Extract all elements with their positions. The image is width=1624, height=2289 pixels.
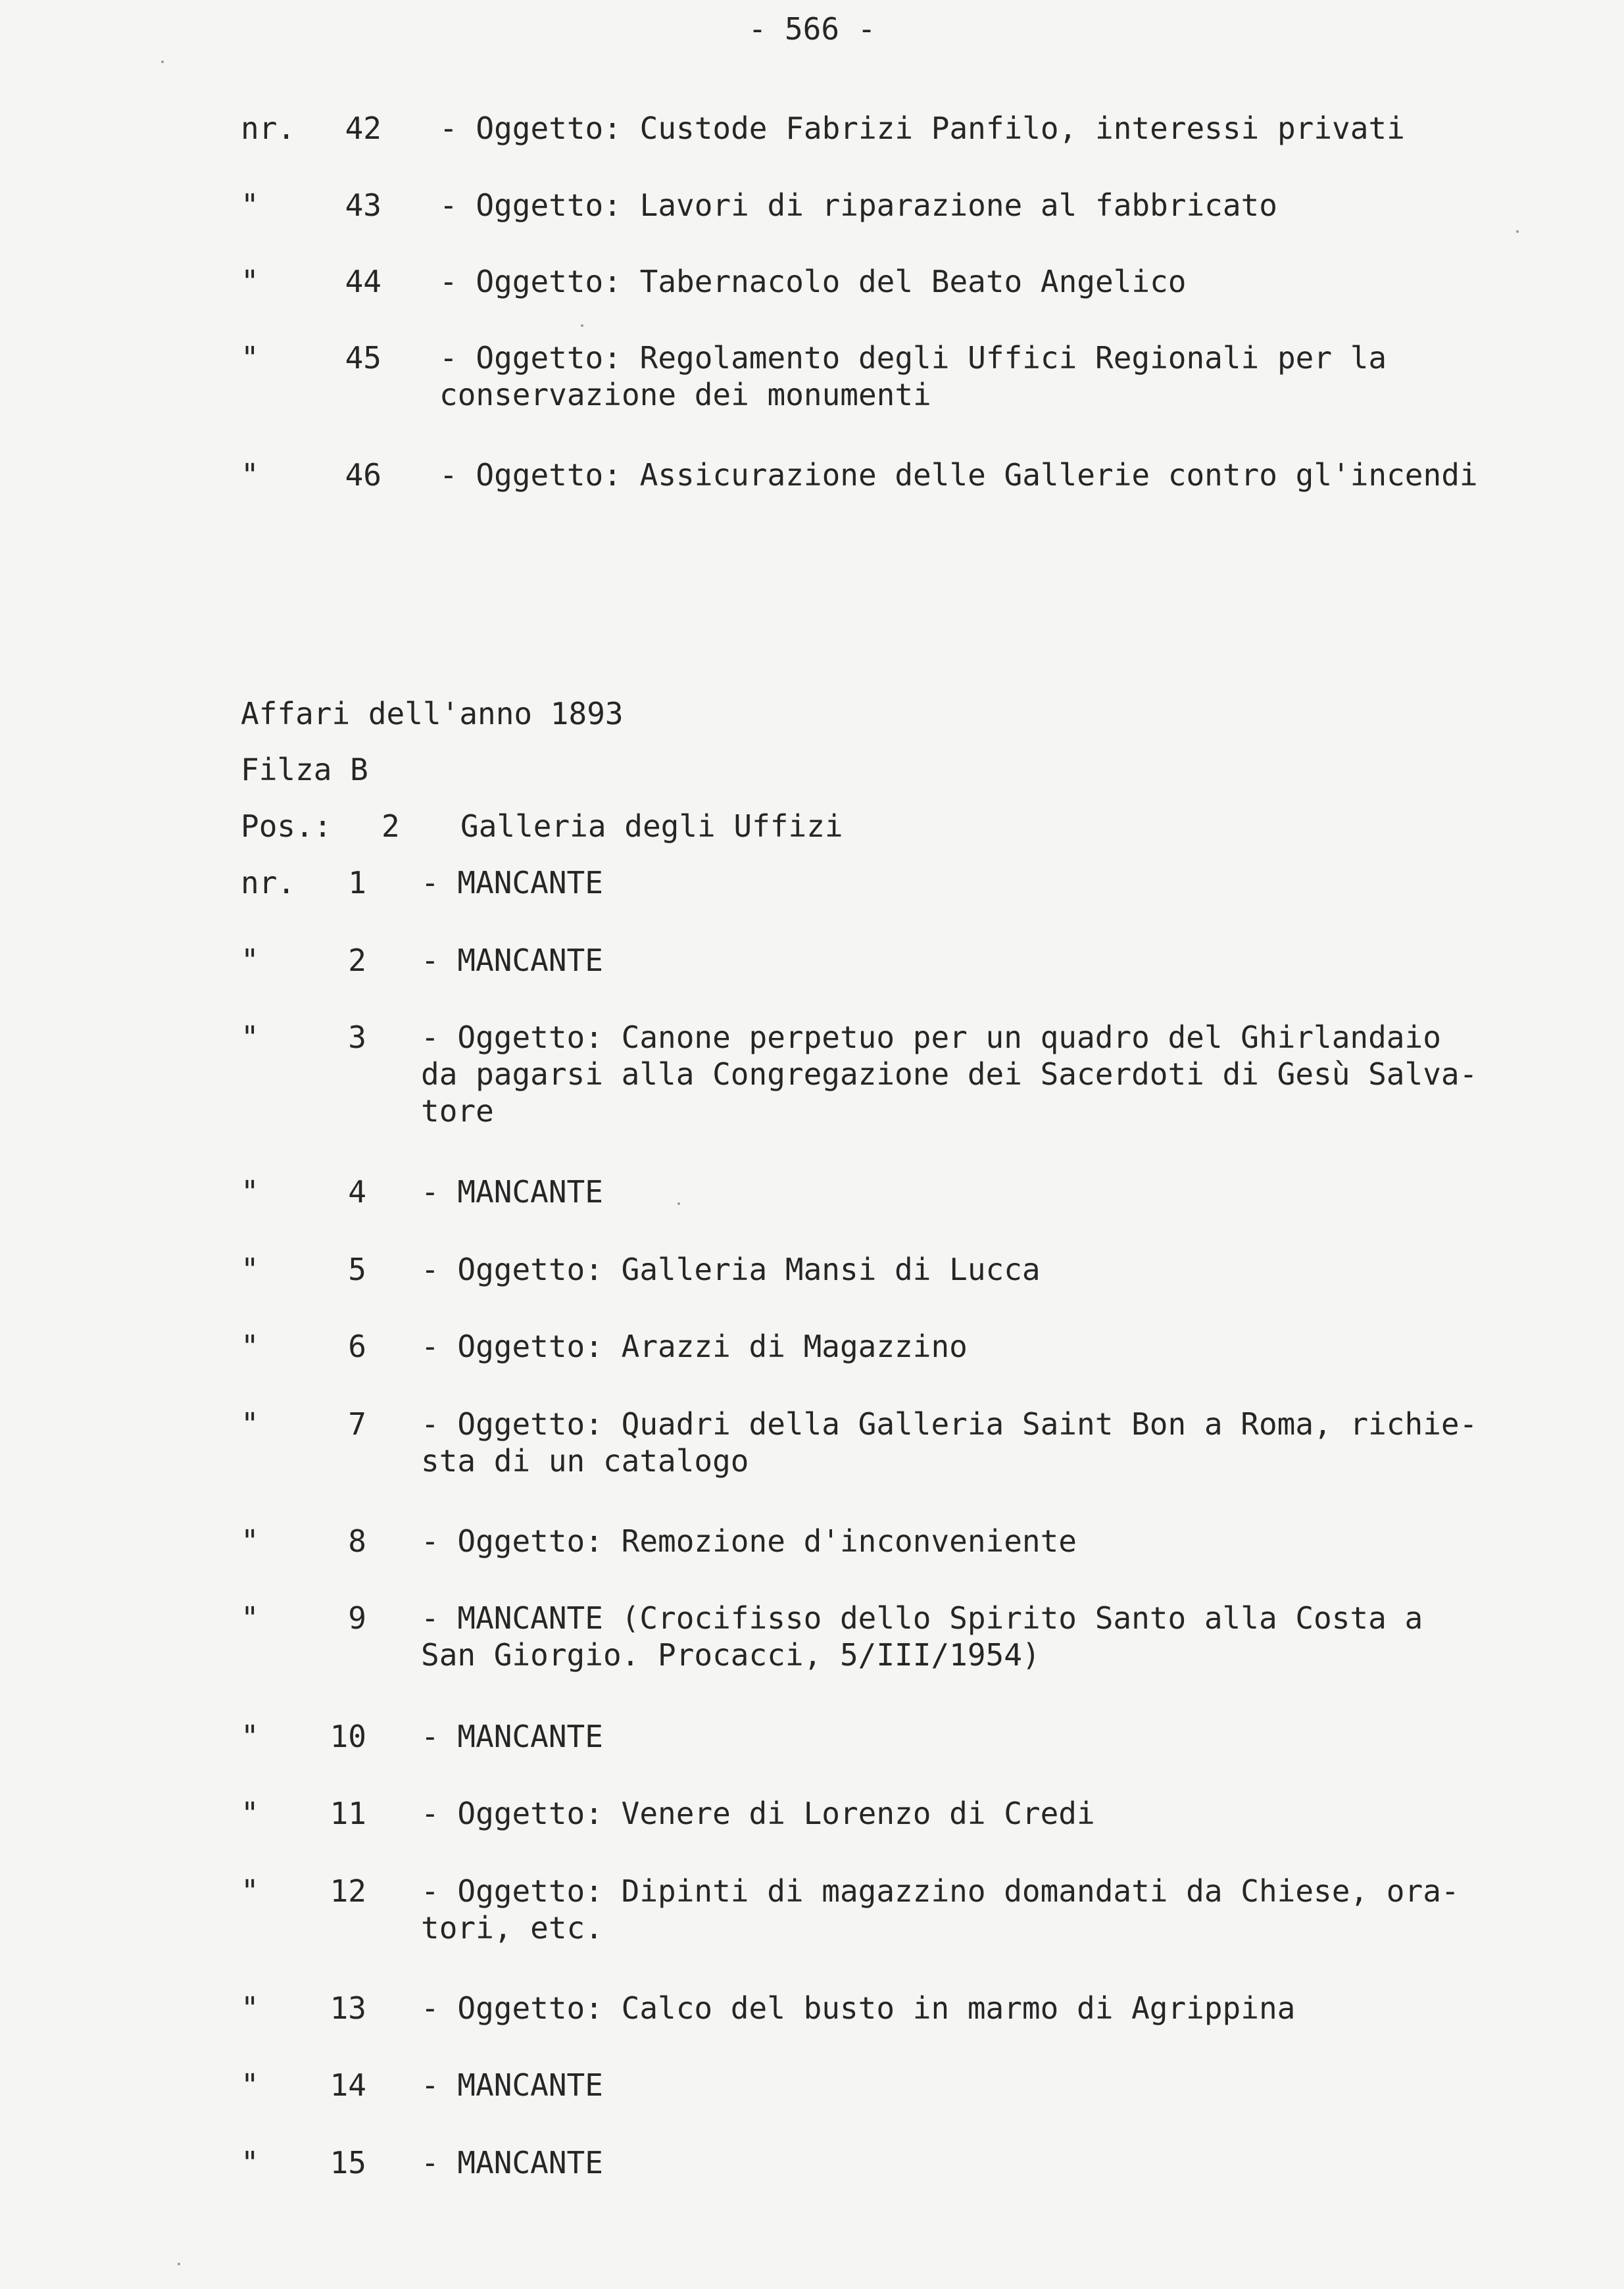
entry-row xyxy=(0,1988,1624,2028)
entry-text: - Oggetto: Quadri della Galleria Saint Bon a Roma, richie- xyxy=(421,1406,1478,1442)
entry-number: 8 xyxy=(348,1523,366,1559)
entry-text: - Oggetto: Custode Fabrizi Panfilo, interessi privati xyxy=(439,111,1405,146)
paper-speck xyxy=(581,324,583,327)
filza-heading: Filza B xyxy=(241,752,368,787)
entry-row xyxy=(0,262,1624,301)
entry-prefix: " xyxy=(241,1406,259,1442)
entry-number: 43 xyxy=(345,187,381,223)
entry-row xyxy=(0,1871,1624,1911)
entry-row xyxy=(0,941,1624,980)
entry-prefix: " xyxy=(241,1990,259,2026)
entry-prefix: " xyxy=(241,2145,259,2180)
entry-number: 2 xyxy=(348,943,366,978)
entry-prefix: " xyxy=(241,1796,259,1831)
paper-speck xyxy=(161,61,164,63)
entry-row xyxy=(0,455,1624,495)
entry-row xyxy=(0,1018,1624,1057)
entry-number: 10 xyxy=(330,1719,366,1754)
entry-row xyxy=(0,1172,1624,1212)
entry-number: 3 xyxy=(348,1020,366,1055)
entry-number: 4 xyxy=(348,1174,366,1210)
entry-text-continuation: sta di un catalogo xyxy=(421,1443,749,1479)
entry-row xyxy=(0,185,1624,225)
entry-number: 7 xyxy=(348,1406,366,1442)
paper-speck xyxy=(677,1202,680,1205)
entry-text-continuation: conservazione dei monumenti xyxy=(439,377,931,412)
pos-title: Galleria degli Uffizi xyxy=(460,808,843,844)
entry-prefix: nr. xyxy=(241,111,296,146)
entry-prefix: " xyxy=(241,943,259,978)
entry-row xyxy=(0,1521,1624,1561)
pos-number: 2 xyxy=(381,808,400,844)
entry-row xyxy=(0,2143,1624,2182)
entry-number: 45 xyxy=(345,340,381,376)
entry-number: 14 xyxy=(330,2067,366,2103)
entry-text: - MANCANTE xyxy=(421,2067,603,2103)
pos-label: Pos.: xyxy=(241,808,332,844)
entry-text: - Oggetto: Venere di Lorenzo di Credi xyxy=(421,1796,1095,1831)
entry-prefix: " xyxy=(241,1329,259,1364)
entry-row xyxy=(0,1717,1624,1756)
entry-prefix: " xyxy=(241,1174,259,1210)
entry-text: - MANCANTE xyxy=(421,943,603,978)
entry-text: - Oggetto: Calco del busto in marmo di Agrippina xyxy=(421,1990,1296,2026)
entry-text: - MANCANTE xyxy=(421,1174,603,1210)
entry-number: 6 xyxy=(348,1329,366,1364)
entry-text: - MANCANTE (Crocifisso dello Spirito Santo alla Costa a xyxy=(421,1600,1423,1636)
entry-row xyxy=(0,1794,1624,1833)
entry-number: 5 xyxy=(348,1252,366,1287)
entry-number: 15 xyxy=(330,2145,366,2180)
entry-text: - MANCANTE xyxy=(421,865,603,900)
entry-prefix: " xyxy=(241,1600,259,1636)
entry-prefix: " xyxy=(241,340,259,376)
entry-number: 44 xyxy=(345,264,381,299)
entry-row xyxy=(0,2065,1624,2105)
entry-text-continuation: tore xyxy=(421,1093,494,1129)
entry-number: 9 xyxy=(348,1600,366,1636)
entry-row xyxy=(0,109,1624,148)
entry-text: - Oggetto: Dipinti di magazzino domandati da Chiese, ora- xyxy=(421,1873,1460,1909)
entry-text: - Oggetto: Lavori di riparazione al fabbricato xyxy=(439,187,1277,223)
entry-number: 46 xyxy=(345,457,381,493)
entry-row xyxy=(0,863,1624,902)
entry-prefix: nr. xyxy=(241,865,296,900)
entry-text-continuation: tori, etc. xyxy=(421,1910,603,1946)
entry-row xyxy=(0,1404,1624,1444)
entry-text: - Oggetto: Remozione d'inconveniente xyxy=(421,1523,1077,1559)
entry-prefix: " xyxy=(241,1873,259,1909)
entry-number: 42 xyxy=(345,111,381,146)
entry-number: 1 xyxy=(348,865,366,900)
entry-prefix: " xyxy=(241,1523,259,1559)
entry-row xyxy=(0,1327,1624,1366)
entry-text: - MANCANTE xyxy=(421,2145,603,2180)
entry-text: - Oggetto: Regolamento degli Uffici Regionali per la xyxy=(439,340,1387,376)
entry-prefix: " xyxy=(241,1719,259,1754)
paper-speck xyxy=(178,2263,180,2265)
entry-number: 12 xyxy=(330,1873,366,1909)
entry-text: - Oggetto: Assicurazione delle Gallerie contro gl'incendi xyxy=(439,457,1478,493)
page-number: - 566 - xyxy=(748,11,876,47)
entry-row xyxy=(0,1598,1624,1638)
entry-number: 11 xyxy=(330,1796,366,1831)
entry-text-continuation: da pagarsi alla Congregazione dei Sacerdoti di Gesù Salva- xyxy=(421,1056,1478,1092)
paper-speck xyxy=(1516,230,1519,233)
entry-text: - Oggetto: Arazzi di Magazzino xyxy=(421,1329,968,1364)
entry-text: - Oggetto: Canone perpetuo per un quadro del Ghirlandaio xyxy=(421,1020,1441,1055)
entry-text: - MANCANTE xyxy=(421,1719,603,1754)
entry-number: 13 xyxy=(330,1990,366,2026)
entry-prefix: " xyxy=(241,264,259,299)
entry-prefix: " xyxy=(241,1020,259,1055)
affari-heading: Affari dell'anno 1893 xyxy=(241,696,624,731)
entry-row xyxy=(0,338,1624,378)
entry-row xyxy=(0,1250,1624,1289)
entry-text: - Oggetto: Galleria Mansi di Lucca xyxy=(421,1252,1041,1287)
entry-prefix: " xyxy=(241,457,259,493)
entry-text-continuation: San Giorgio. Procacci, 5/III/1954) xyxy=(421,1637,1041,1673)
entry-prefix: " xyxy=(241,187,259,223)
entry-prefix: " xyxy=(241,2067,259,2103)
entry-text: - Oggetto: Tabernacolo del Beato Angelico xyxy=(439,264,1187,299)
entry-prefix: " xyxy=(241,1252,259,1287)
